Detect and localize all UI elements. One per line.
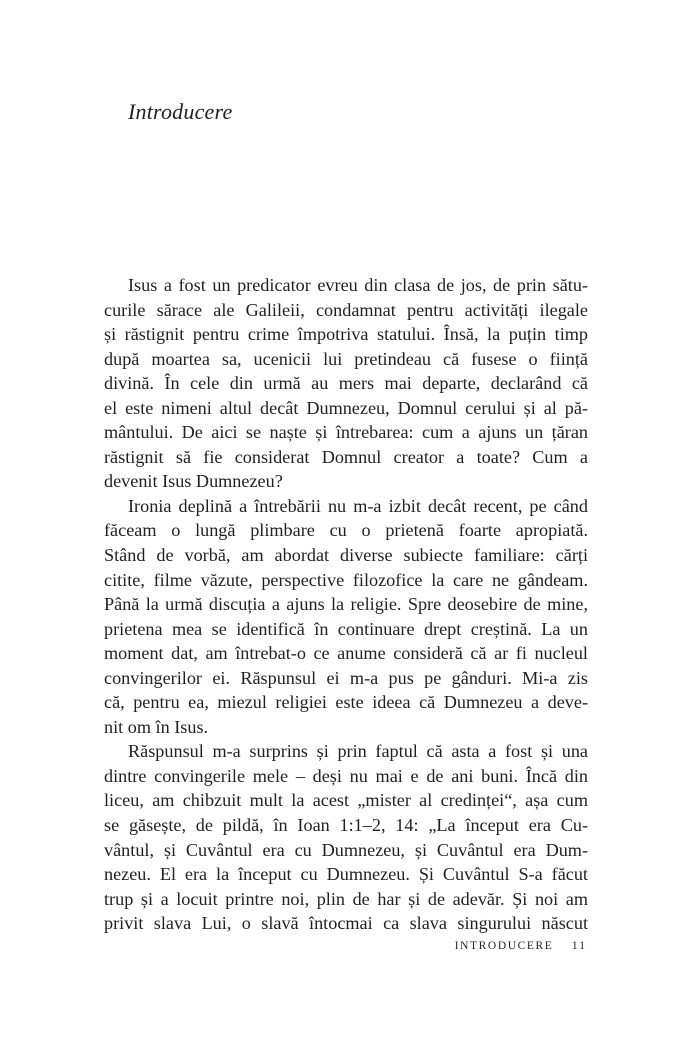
text-line: curile sărace ale Galileii, condamnat pentru activități ilegale bbox=[104, 299, 588, 320]
text-line: citite, filme văzute, perspective filozofice la care ne gândeam. bbox=[104, 569, 588, 590]
text-line: că, pentru ea, miezul religiei este ideea că Dumnezeu a deve- bbox=[104, 692, 588, 713]
text-line: nit om în Isus. bbox=[104, 716, 209, 737]
text-line: făceam o lungă plimbare cu o prietenă foarte apropiată. bbox=[104, 520, 588, 541]
text-line: Ironia deplină a întrebării nu m-a izbit decât recent, pe când bbox=[128, 495, 588, 516]
body-text bbox=[104, 273, 588, 936]
text-line: mântului. De aici se naște și întrebarea: cum a ajuns un țăran bbox=[104, 422, 588, 443]
text-line: răstignit să fie considerat Domnul creator a toate? Cum a bbox=[104, 446, 588, 467]
text-line: liceu, am chibzuit mult la acest „mister al credinței“, așa cum bbox=[104, 790, 588, 811]
text-line: după moartea sa, ucenicii lui pretindeau că fusese o ființă bbox=[104, 348, 588, 369]
text-line: moment dat, am întrebat-o ce anume consideră că ar fi nucleul bbox=[104, 643, 588, 664]
text-line: se găsește, de pildă, în Ioan 1:1–2, 14: „La început era Cu- bbox=[104, 815, 588, 836]
text-line: Isus a fost un predicator evreu din clasa de jos, de prin sătu- bbox=[128, 275, 588, 295]
text-line: el este nimeni altul decât Dumnezeu, Domnul cerului și al pă- bbox=[104, 397, 588, 418]
text-line: nezeu. El era la început cu Dumnezeu. Și Cuvântul S-a făcut bbox=[104, 864, 588, 885]
text-line: devenit Isus Dumnezeu? bbox=[104, 471, 283, 492]
running-footer bbox=[420, 940, 587, 952]
text-line: convingerilor ei. Răspunsul ei m-a pus pe gânduri. Mi-a zis bbox=[104, 667, 588, 688]
text-line: vântul, și Cuvântul era cu Dumnezeu, și Cuvântul era Dum- bbox=[104, 839, 588, 860]
text-line: Răspunsul m-a surprins și prin faptul că asta a fost și una bbox=[128, 741, 588, 762]
running-title: INTRODUCERE bbox=[454, 940, 554, 952]
text-line: dintre convingerile mele – deși nu mai e de ani buni. Încă din bbox=[104, 765, 588, 786]
text-line: și răstignit pentru crime împotriva statului. Însă, la puțin timp bbox=[104, 324, 588, 345]
text-line: prietena mea se identifică în continuare drept creștină. La un bbox=[104, 618, 588, 639]
text-line: Stând de vorbă, am abordat diverse subiecte familiare: cărți bbox=[104, 545, 588, 566]
text-line: Până la urmă discuția a ajuns la religie. Spre deosebire de mine, bbox=[104, 594, 588, 615]
chapter-title: Introducere bbox=[128, 99, 233, 124]
text-line: privit slava Lui, o slavă întocmai ca slava singurului născut bbox=[104, 913, 588, 934]
text-line: divină. În cele din urmă au mers mai departe, declarând că bbox=[104, 373, 588, 394]
page-number: 11 bbox=[571, 940, 587, 952]
text-line: trup și a locuit printre noi, plin de har și de adevăr. Și noi am bbox=[104, 888, 588, 909]
